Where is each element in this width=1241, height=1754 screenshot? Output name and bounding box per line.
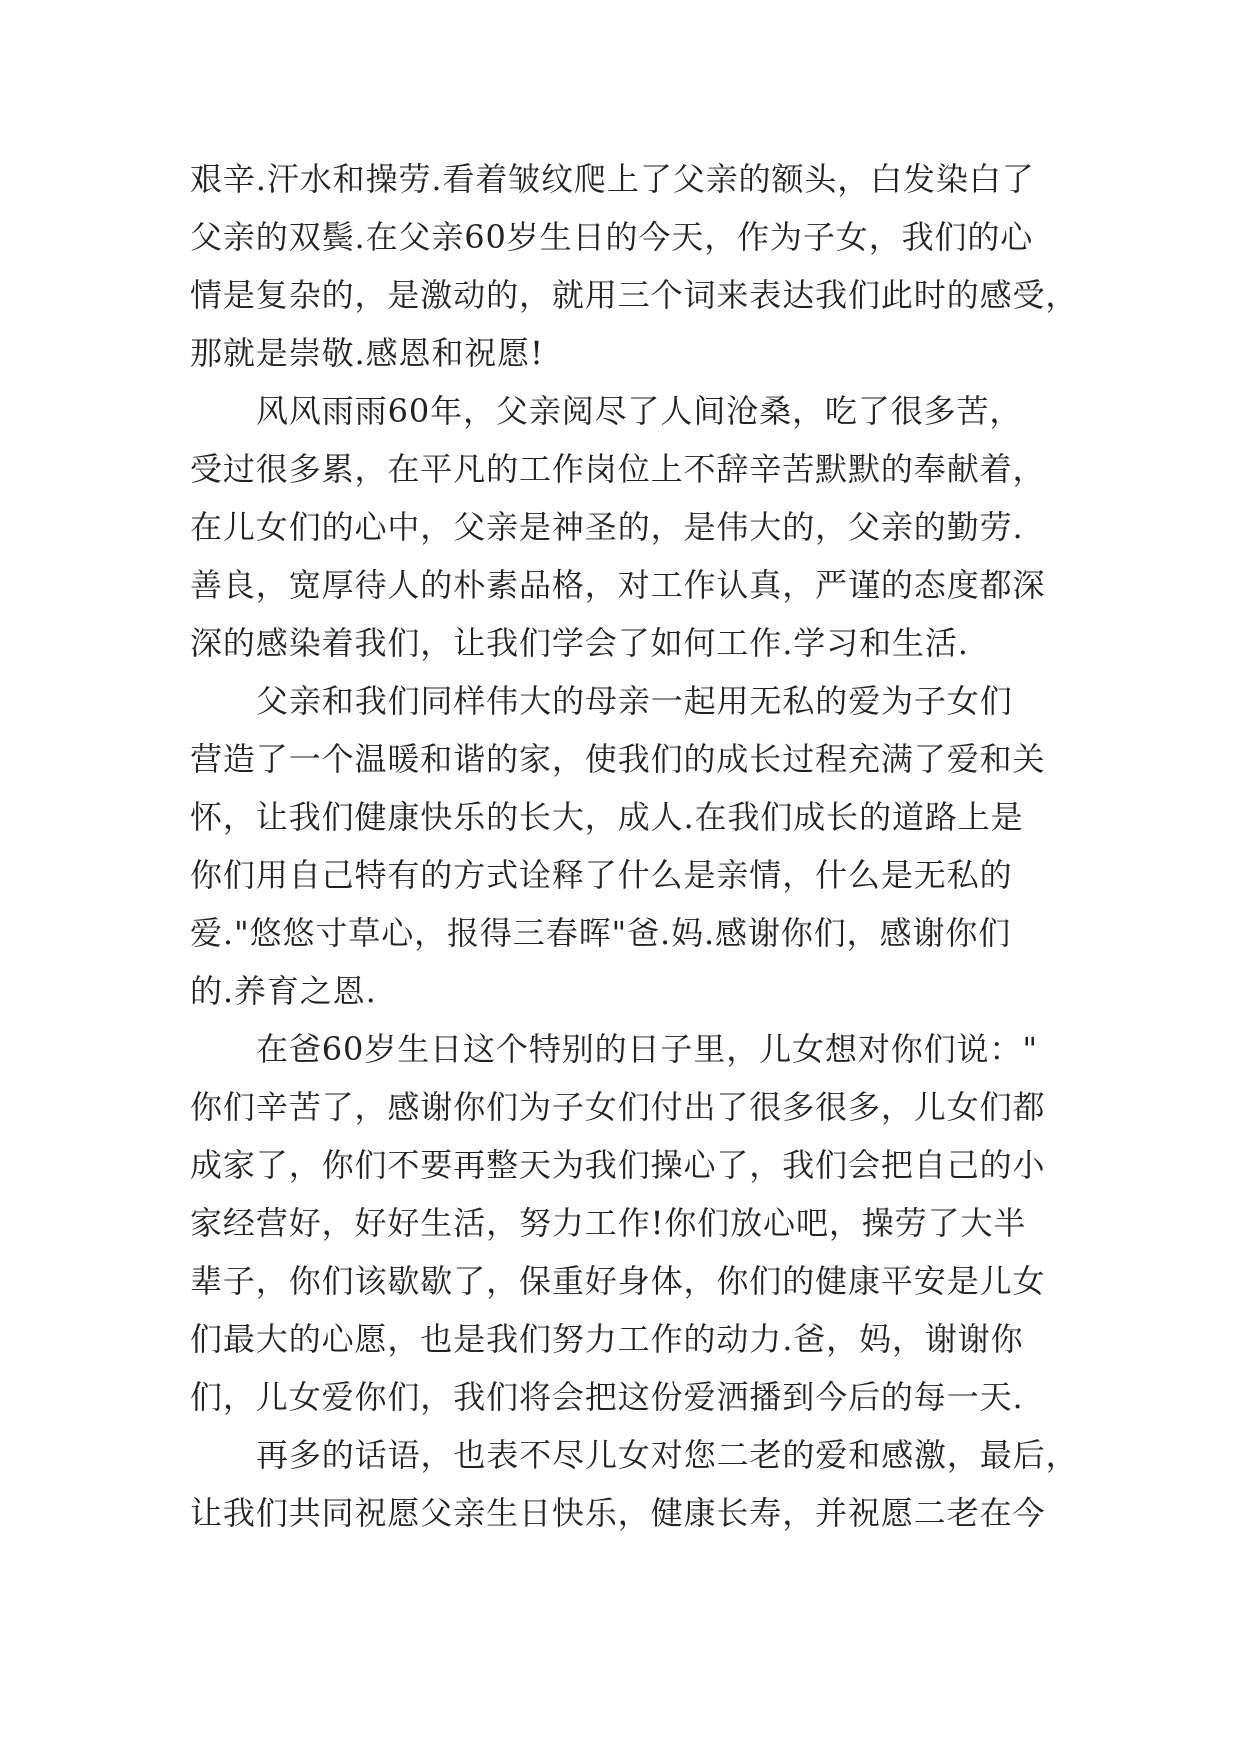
paragraph <box>190 1020 1060 1426</box>
text-line: 在儿女们的心中，父亲是神圣的，是伟大的，父亲的勤劳. <box>190 508 1024 546</box>
text-line: 善良，宽厚待人的朴素品格，对工作认真，严谨的态度都深 <box>190 566 1046 604</box>
text-line: 你们辛苦了，感谢你们为子女们付出了很多很多，儿女们都 <box>190 1088 1046 1126</box>
text-line: 那就是崇敬.感恩和祝愿! <box>190 334 544 372</box>
text-line: 风风雨雨60年，父亲阅尽了人间沧桑，吃了很多苦， <box>256 392 1023 430</box>
text-line: 在爸60岁生日这个特别的日子里，儿女想对你们说：" <box>256 1030 1038 1068</box>
text-line: 爱."悠悠寸草心，报得三春晖"爸.妈.感谢你们，感谢你们 <box>190 914 1012 952</box>
text-line: 的.养育之恩. <box>190 972 377 1010</box>
text-line: 让我们共同祝愿父亲生日快乐，健康长寿，并祝愿二老在今 <box>190 1494 1046 1532</box>
text-line: 深的感染着我们，让我们学会了如何工作.学习和生活. <box>190 624 969 662</box>
text-line: 营造了一个温暖和谐的家，使我们的成长过程充满了爱和关 <box>190 740 1046 778</box>
body-text <box>190 150 1079 1542</box>
text-line: 艰辛.汗水和操劳.看着皱纹爬上了父亲的额头，白发染白了 <box>190 160 1035 198</box>
text-line: 家经营好，好好生活，努力工作!你们放心吧，操劳了大半 <box>190 1204 1027 1242</box>
text-line: 父亲和我们同样伟大的母亲一起用无私的爱为子女们 <box>256 682 1013 720</box>
paragraph <box>190 382 1060 672</box>
text-line: 成家了，你们不要再整天为我们操心了，我们会把自己的小 <box>190 1146 1046 1184</box>
text-line: 你们用自己特有的方式诠释了什么是亲情，什么是无私的 <box>190 856 1013 894</box>
text-line: 们最大的心愿，也是我们努力工作的动力.爸，妈，谢谢你 <box>190 1320 1024 1358</box>
text-line: 们，儿女爱你们，我们将会把这份爱洒播到今后的每一天. <box>190 1378 1024 1416</box>
text-line: 辈子，你们该歇歇了，保重好身体，你们的健康平安是儿女 <box>190 1262 1046 1300</box>
paragraph <box>190 672 1060 1020</box>
paragraph <box>190 1426 1079 1542</box>
text-line: 受过很多累，在平凡的工作岗位上不辞辛苦默默的奉献着， <box>190 450 1046 488</box>
paragraph <box>190 150 1079 382</box>
text-line: 情是复杂的，是激动的，就用三个词来表达我们此时的感受， <box>190 276 1079 314</box>
text-line: 怀，让我们健康快乐的长大，成人.在我们成长的道路上是 <box>190 798 1024 836</box>
text-line: 再多的话语，也表不尽儿女对您二老的爱和感激，最后， <box>256 1436 1079 1474</box>
text-line: 父亲的双鬓.在父亲60岁生日的今天，作为子女，我们的心 <box>190 218 1034 256</box>
